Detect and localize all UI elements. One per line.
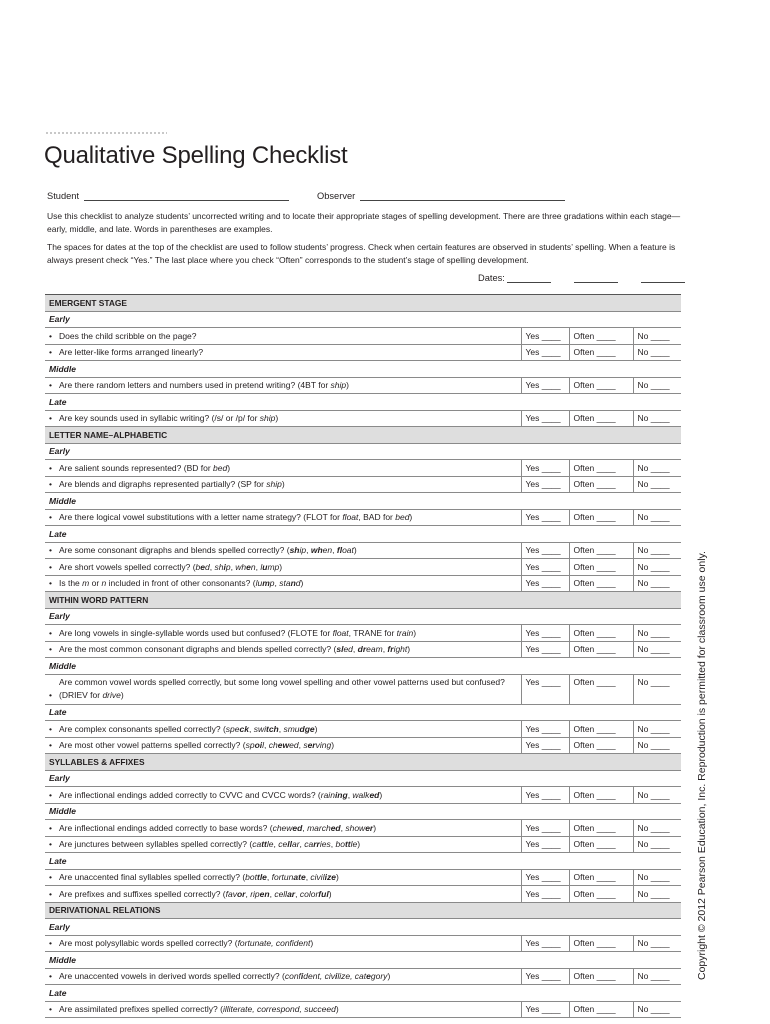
often-checkbox-cell[interactable]: Often ____ xyxy=(569,575,633,592)
yes-checkbox-cell[interactable]: Yes ____ xyxy=(521,968,569,985)
checklist-question xyxy=(45,410,521,427)
instructions-paragraph-1: Use this checklist to analyze students’ uncorrected writing and to locate their appropriate stages of spelling development. There are three gradations within each stage—early, middle, and late. Words in parentheses are examples. xyxy=(47,211,681,234)
no-checkbox-cell[interactable]: No ____ xyxy=(637,822,670,833)
checklist-item-row xyxy=(45,575,681,592)
no-checkbox-cell[interactable]: No ____ xyxy=(637,872,670,883)
no-checkbox-cell[interactable]: No ____ xyxy=(637,330,670,341)
gradation-label: Late xyxy=(49,855,67,866)
gradation-label: Middle xyxy=(49,363,76,374)
checklist-item-row xyxy=(45,869,681,886)
often-checkbox-cell[interactable]: Often ____ xyxy=(569,641,633,658)
often-checkbox-cell[interactable]: Often ____ xyxy=(569,968,633,985)
yes-checkbox-cell[interactable]: Yes ____ xyxy=(521,344,569,361)
often-checkbox-cell[interactable]: Often ____ xyxy=(569,559,633,576)
no-checkbox-cell[interactable]: No ____ xyxy=(637,938,670,949)
yes-checkbox-cell[interactable]: Yes ____ xyxy=(521,559,569,576)
stage-title: SYLLABLES & AFFIXES xyxy=(45,754,681,771)
often-checkbox-cell[interactable]: Often ____ xyxy=(569,886,633,903)
checklist-item-row xyxy=(45,968,681,985)
yes-checkbox-cell[interactable]: Yes ____ xyxy=(521,641,569,658)
question-text: Are unaccented vowels in derived words spelled correctly? (confident, civilize, category) xyxy=(59,971,391,982)
checklist-question xyxy=(45,542,521,559)
often-checkbox-cell[interactable]: Often ____ xyxy=(569,820,633,837)
no-checkbox-cell[interactable]: No ____ xyxy=(637,561,670,572)
gradation-label: Late xyxy=(49,528,67,539)
often-checkbox-cell[interactable]: Often ____ xyxy=(569,787,633,804)
bullet-icon: • xyxy=(49,545,52,556)
checklist-question xyxy=(45,476,521,493)
checklist-question xyxy=(45,968,521,985)
bullet-icon: • xyxy=(49,740,52,751)
bullet-icon: • xyxy=(49,479,52,490)
no-checkbox-cell[interactable]: No ____ xyxy=(637,888,670,899)
gradation-label: Late xyxy=(49,707,67,718)
checklist-item-row xyxy=(45,721,681,738)
stage-header-row xyxy=(45,295,681,312)
gradation-label: Middle xyxy=(49,806,76,817)
dates-label: Dates: xyxy=(478,273,505,283)
often-checkbox-cell[interactable]: Often ____ xyxy=(569,674,633,704)
no-checkbox-cell[interactable]: No ____ xyxy=(637,971,670,982)
bullet-icon: • xyxy=(49,1004,52,1015)
often-checkbox-cell[interactable]: Often ____ xyxy=(569,410,633,427)
checklist-question xyxy=(45,869,521,886)
gradation-row xyxy=(45,853,681,870)
bullet-icon: • xyxy=(49,627,52,638)
question-text: Are unaccented final syllables spelled correctly? (bottle, fortunate, civilize) xyxy=(59,872,339,883)
often-checkbox-cell[interactable]: Often ____ xyxy=(569,721,633,738)
gradation-row xyxy=(45,526,681,543)
checklist-item-row xyxy=(45,460,681,477)
student-input-line[interactable] xyxy=(84,191,289,201)
yes-checkbox-cell[interactable]: Yes ____ xyxy=(521,674,569,704)
gradation-row xyxy=(45,704,681,721)
yes-checkbox-cell[interactable]: Yes ____ xyxy=(521,625,569,642)
no-checkbox-cell[interactable]: No ____ xyxy=(637,1004,670,1015)
no-checkbox-cell[interactable]: No ____ xyxy=(637,545,670,556)
question-text: Are most other vowel patterns spelled correctly? (spoil, chewed, serving) xyxy=(59,740,335,751)
often-checkbox-cell[interactable]: Often ____ xyxy=(569,625,633,642)
no-checkbox-cell[interactable]: No ____ xyxy=(637,479,670,490)
checklist-question xyxy=(45,460,521,477)
bullet-icon: • xyxy=(49,644,52,655)
bullet-icon: • xyxy=(49,512,52,523)
bullet-icon: • xyxy=(49,578,52,589)
checklist-question xyxy=(45,509,521,526)
gradation-row xyxy=(45,770,681,787)
question-text: Are most polysyllabic words spelled correctly? (fortunate, confident) xyxy=(59,938,314,949)
yes-checkbox-cell[interactable]: Yes ____ xyxy=(521,721,569,738)
checklist-item-row xyxy=(45,476,681,493)
stage-title: DERIVATIONAL RELATIONS xyxy=(45,902,681,919)
yes-checkbox-cell[interactable]: Yes ____ xyxy=(521,410,569,427)
checklist-question xyxy=(45,377,521,394)
question-text: Are short vowels spelled correctly? (bed, ship, when, lump) xyxy=(59,561,283,572)
bullet-icon: • xyxy=(49,888,52,899)
gradation-label: Middle xyxy=(49,954,76,965)
yes-checkbox-cell[interactable]: Yes ____ xyxy=(521,476,569,493)
instructions-paragraph-2: The spaces for dates at the top of the checklist are used to follow students’ progress. Check when certain features are observed in students’ spelling. When a feature is always present check “Yes.” The last place where you check “Often” corresponds to the student’s stage of spelling development. xyxy=(47,242,676,265)
no-checkbox-cell[interactable]: No ____ xyxy=(637,676,670,687)
gradation-row xyxy=(45,443,681,460)
question-text: Are common vowel words spelled correctly, but some long vowel spelling and other vowel patterns used but confused? (DRIEV for drive) xyxy=(59,676,505,700)
often-checkbox-cell[interactable]: Often ____ xyxy=(569,328,633,345)
page-title: Qualitative Spelling Checklist xyxy=(44,142,348,169)
gradation-row xyxy=(45,493,681,510)
question-text: Are junctures between syllables spelled correctly? (cattle, cellar, carries, bottle) xyxy=(59,839,361,850)
gradation-row xyxy=(45,608,681,625)
often-checkbox-cell[interactable]: Often ____ xyxy=(569,377,633,394)
often-checkbox-cell[interactable]: Often ____ xyxy=(569,344,633,361)
no-checkbox-cell[interactable]: No ____ xyxy=(637,789,670,800)
yes-checkbox-cell[interactable]: Yes ____ xyxy=(521,820,569,837)
checklist-question xyxy=(45,836,521,853)
checklist-item-row xyxy=(45,820,681,837)
checklist-item-row xyxy=(45,737,681,754)
question-text: Is the m or n included in front of other consonants? (lump, stand) xyxy=(59,578,304,589)
no-checkbox-cell[interactable]: No ____ xyxy=(637,644,670,655)
observer-field xyxy=(317,191,565,201)
often-checkbox-cell[interactable]: Often ____ xyxy=(569,476,633,493)
often-checkbox-cell[interactable]: Often ____ xyxy=(569,935,633,952)
checklist-item-row xyxy=(45,625,681,642)
gradation-row xyxy=(45,361,681,378)
gradation-row xyxy=(45,394,681,411)
yes-checkbox-cell[interactable]: Yes ____ xyxy=(521,737,569,754)
checklist-item-row xyxy=(45,410,681,427)
question-text: Are letter-like forms arranged linearly? xyxy=(59,347,204,358)
decorative-dotted-rule xyxy=(45,132,167,134)
gradation-row xyxy=(45,919,681,936)
checklist-item-row xyxy=(45,641,681,658)
checklist-item-row xyxy=(45,509,681,526)
stage-title: WITHIN WORD PATTERN xyxy=(45,592,681,609)
bullet-icon: • xyxy=(49,347,52,358)
date-line-2[interactable] xyxy=(574,273,618,283)
often-checkbox-cell[interactable]: Often ____ xyxy=(569,836,633,853)
bullet-icon: • xyxy=(49,971,52,982)
often-checkbox-cell[interactable]: Often ____ xyxy=(569,509,633,526)
checklist-question xyxy=(45,1001,521,1018)
checklist-question xyxy=(45,575,521,592)
yes-checkbox-cell[interactable]: Yes ____ xyxy=(521,575,569,592)
spelling-checklist-table xyxy=(45,294,681,1018)
checklist-question xyxy=(45,641,521,658)
checklist-question xyxy=(45,787,521,804)
question-text: Are blends and digraphs represented partially? (SP for ship) xyxy=(59,479,285,490)
bullet-icon: • xyxy=(49,462,52,473)
often-checkbox-cell[interactable]: Often ____ xyxy=(569,869,633,886)
no-checkbox-cell[interactable]: No ____ xyxy=(637,380,670,391)
bullet-icon: • xyxy=(49,822,52,833)
gradation-label: Early xyxy=(49,446,70,457)
checklist-question xyxy=(45,721,521,738)
checklist-item-row xyxy=(45,787,681,804)
yes-checkbox-cell[interactable]: Yes ____ xyxy=(521,328,569,345)
yes-checkbox-cell[interactable]: Yes ____ xyxy=(521,509,569,526)
often-checkbox-cell[interactable]: Often ____ xyxy=(569,1001,633,1018)
date-line-3[interactable] xyxy=(641,273,685,283)
question-text: Are there logical vowel substitutions with a letter name strategy? (FLOT for float, BAD for bed) xyxy=(59,512,413,523)
gradation-label: Early xyxy=(49,773,70,784)
gradation-row xyxy=(45,985,681,1002)
yes-checkbox-cell[interactable]: Yes ____ xyxy=(521,886,569,903)
gradation-label: Early xyxy=(49,314,70,325)
bullet-icon: • xyxy=(49,839,52,850)
checklist-question xyxy=(45,625,521,642)
no-checkbox-cell[interactable]: No ____ xyxy=(637,347,670,358)
question-text: Are there random letters and numbers used in pretend writing? (4BT for ship) xyxy=(59,380,349,391)
stage-title: LETTER NAME–ALPHABETIC xyxy=(45,427,681,444)
no-checkbox-cell[interactable]: No ____ xyxy=(637,578,670,589)
checklist-item-row xyxy=(45,542,681,559)
checklist-item-row xyxy=(45,836,681,853)
checklist-item-row xyxy=(45,328,681,345)
checklist-item-row xyxy=(45,935,681,952)
bullet-icon: • xyxy=(49,413,52,424)
checklist-question xyxy=(45,886,521,903)
checklist-item-row xyxy=(45,674,681,704)
question-text: Are some consonant digraphs and blends spelled correctly? (ship, when, float) xyxy=(59,545,357,556)
no-checkbox-cell[interactable]: No ____ xyxy=(637,839,670,850)
bullet-icon: • xyxy=(49,723,52,734)
gradation-label: Early xyxy=(49,921,70,932)
checklist-question xyxy=(45,820,521,837)
checklist-question xyxy=(45,737,521,754)
question-text: Are prefixes and suffixes spelled correctly? (favor, ripen, cellar, colorful) xyxy=(59,888,332,899)
checklist-question xyxy=(45,328,521,345)
question-text: Are key sounds used in syllabic writing? (/s/ or /p/ for ship) xyxy=(59,413,279,424)
bullet-icon: • xyxy=(49,689,52,700)
question-text: Are assimilated prefixes spelled correctly? (illiterate, correspond, succeed) xyxy=(59,1004,339,1015)
stage-header-row xyxy=(45,592,681,609)
question-text: Are inflectional endings added correctly to CVVC and CVCC words? (raining, walked) xyxy=(59,789,383,800)
no-checkbox-cell[interactable]: No ____ xyxy=(637,627,670,638)
no-checkbox-cell[interactable]: No ____ xyxy=(637,413,670,424)
checklist-question xyxy=(45,935,521,952)
often-checkbox-cell[interactable]: Often ____ xyxy=(569,737,633,754)
checklist-item-row xyxy=(45,344,681,361)
bullet-icon: • xyxy=(49,872,52,883)
bullet-icon: • xyxy=(49,789,52,800)
observer-label: Observer xyxy=(317,191,356,201)
bullet-icon: • xyxy=(49,561,52,572)
gradation-row xyxy=(45,803,681,820)
bullet-icon: • xyxy=(49,330,52,341)
question-text: Are the most common consonant digraphs and blends spelled correctly? (sled, dream, fright) xyxy=(59,644,411,655)
date-line-1[interactable] xyxy=(507,273,551,283)
yes-checkbox-cell[interactable]: Yes ____ xyxy=(521,377,569,394)
question-text: Does the child scribble on the page? xyxy=(59,330,197,341)
checklist-item-row xyxy=(45,559,681,576)
stage-header-row xyxy=(45,754,681,771)
yes-checkbox-cell[interactable]: Yes ____ xyxy=(521,460,569,477)
question-text: Are salient sounds represented? (BD for bed) xyxy=(59,462,231,473)
yes-checkbox-cell[interactable]: Yes ____ xyxy=(521,935,569,952)
gradation-row xyxy=(45,952,681,969)
yes-checkbox-cell[interactable]: Yes ____ xyxy=(521,869,569,886)
dates-row xyxy=(478,273,685,283)
yes-checkbox-cell[interactable]: Yes ____ xyxy=(521,1001,569,1018)
gradation-label: Late xyxy=(49,987,67,998)
student-field xyxy=(47,191,289,201)
stage-title: EMERGENT STAGE xyxy=(45,295,681,312)
gradation-label: Middle xyxy=(49,660,76,671)
question-text: Are long vowels in single-syllable words used but confused? (FLOTE for float, TRANE for train) xyxy=(59,627,417,638)
often-checkbox-cell[interactable]: Often ____ xyxy=(569,460,633,477)
checklist-item-row xyxy=(45,1001,681,1018)
gradation-row xyxy=(45,311,681,328)
question-text: Are inflectional endings added correctly to base words? (chewed, marched, shower) xyxy=(59,822,377,833)
observer-input-line[interactable] xyxy=(360,191,565,201)
yes-checkbox-cell[interactable]: Yes ____ xyxy=(521,542,569,559)
no-checkbox-cell[interactable]: No ____ xyxy=(637,512,670,523)
often-checkbox-cell[interactable]: Often ____ xyxy=(569,542,633,559)
checklist-question xyxy=(45,674,521,704)
checklist-question xyxy=(45,344,521,361)
yes-checkbox-cell[interactable]: Yes ____ xyxy=(521,787,569,804)
stage-header-row xyxy=(45,902,681,919)
checklist-item-row xyxy=(45,886,681,903)
student-label: Student xyxy=(47,191,80,201)
gradation-label: Middle xyxy=(49,495,76,506)
gradation-row xyxy=(45,658,681,675)
bullet-icon: • xyxy=(49,380,52,391)
no-checkbox-cell[interactable]: No ____ xyxy=(637,723,670,734)
question-text: Are complex consonants spelled correctly? (speck, switch, smudge) xyxy=(59,723,318,734)
gradation-label: Early xyxy=(49,611,70,622)
yes-checkbox-cell[interactable]: Yes ____ xyxy=(521,836,569,853)
gradation-label: Late xyxy=(49,396,67,407)
checklist-question xyxy=(45,559,521,576)
copyright-notice: Copyright © 2012 Pearson Education, Inc. Reproduction is permitted for classroom use only. xyxy=(696,551,708,980)
stage-header-row xyxy=(45,427,681,444)
checklist-item-row xyxy=(45,377,681,394)
bullet-icon: • xyxy=(49,938,52,949)
no-checkbox-cell[interactable]: No ____ xyxy=(637,740,670,751)
no-checkbox-cell[interactable]: No ____ xyxy=(637,462,670,473)
